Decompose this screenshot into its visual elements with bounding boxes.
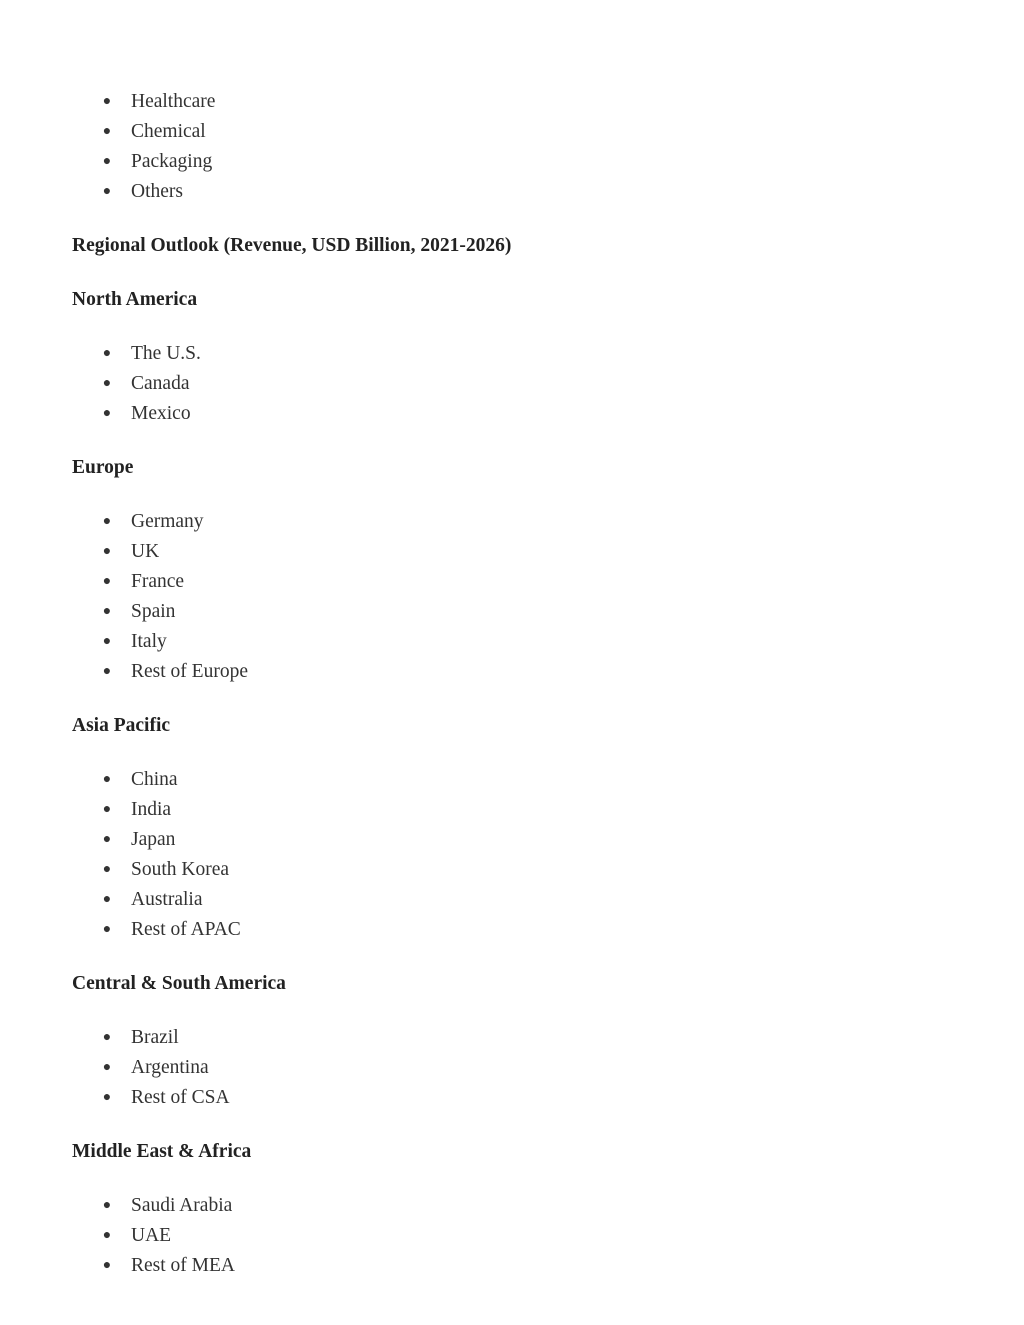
bullet-icon: ●	[102, 604, 112, 619]
list-item	[72, 147, 984, 177]
bullet-icon: ●	[102, 1030, 112, 1045]
bullet-icon: ●	[102, 664, 112, 679]
region-list-middle-east-africa	[72, 1191, 984, 1281]
list-item-label: France	[131, 571, 185, 592]
bullet-icon: ●	[102, 346, 112, 361]
list-item	[72, 1221, 984, 1251]
bullet-icon: ●	[102, 832, 112, 847]
bullet-icon: ●	[102, 1258, 112, 1273]
list-item	[72, 627, 984, 657]
list-item	[72, 765, 984, 795]
list-item-label: The U.S.	[131, 343, 201, 364]
list-item	[72, 1251, 984, 1281]
list-item-label: Chemical	[131, 121, 206, 142]
list-item-label: Mexico	[131, 403, 191, 424]
list-item-label: China	[131, 769, 178, 790]
region-list-central-south-america	[72, 1023, 984, 1113]
bullet-icon: ●	[102, 376, 112, 391]
list-item	[72, 1053, 984, 1083]
bullet-icon: ●	[102, 922, 112, 937]
list-item-label: Packaging	[131, 151, 213, 172]
list-item-label: UAE	[131, 1225, 172, 1246]
list-item	[72, 399, 984, 429]
region-heading-middle-east-africa: Middle East & Africa	[72, 1141, 252, 1162]
region-heading-europe: Europe	[72, 457, 134, 478]
bullet-icon: ●	[102, 862, 112, 877]
list-item	[72, 87, 984, 117]
bullet-icon: ●	[102, 634, 112, 649]
bullet-icon: ●	[102, 184, 112, 199]
bullet-icon: ●	[102, 1060, 112, 1075]
list-item-label: Brazil	[131, 1027, 179, 1048]
bullet-icon: ●	[102, 1228, 112, 1243]
list-item	[72, 1191, 984, 1221]
region-heading-central-south-america: Central & South America	[72, 973, 286, 994]
regional-outlook-heading: Regional Outlook (Revenue, USD Billion, 2021-2026)	[72, 235, 512, 256]
list-item-label: UK	[131, 541, 160, 562]
list-item-label: India	[131, 799, 172, 820]
list-item	[72, 1083, 984, 1113]
document-page	[72, 87, 984, 1281]
list-item-label: Others	[131, 181, 183, 202]
bullet-icon: ●	[102, 574, 112, 589]
list-item-label: Healthcare	[131, 91, 216, 112]
bullet-icon: ●	[102, 772, 112, 787]
bullet-icon: ●	[102, 544, 112, 559]
region-list-north-america	[72, 339, 984, 429]
list-item-label: Italy	[131, 631, 167, 652]
list-item-label: Argentina	[131, 1057, 209, 1078]
list-item	[72, 825, 984, 855]
list-item	[72, 177, 984, 207]
bullet-icon: ●	[102, 514, 112, 529]
application-list	[72, 87, 984, 207]
list-item	[72, 657, 984, 687]
list-item	[72, 855, 984, 885]
list-item-label: Rest of MEA	[131, 1255, 235, 1276]
bullet-icon: ●	[102, 892, 112, 907]
list-item	[72, 597, 984, 627]
list-item-label: Australia	[131, 889, 203, 910]
bullet-icon: ●	[102, 802, 112, 817]
list-item-label: Rest of APAC	[131, 919, 241, 940]
list-item	[72, 117, 984, 147]
list-item-label: Japan	[131, 829, 176, 850]
list-item	[72, 885, 984, 915]
bullet-icon: ●	[102, 94, 112, 109]
list-item-label: Canada	[131, 373, 190, 394]
bullet-icon: ●	[102, 1198, 112, 1213]
list-item-label: Germany	[131, 511, 204, 532]
list-item	[72, 507, 984, 537]
list-item-label: Rest of Europe	[131, 661, 248, 682]
bullet-icon: ●	[102, 124, 112, 139]
region-heading-north-america: North America	[72, 289, 198, 310]
region-list-asia-pacific	[72, 765, 984, 945]
list-item	[72, 369, 984, 399]
bullet-icon: ●	[102, 406, 112, 421]
region-heading-asia-pacific: Asia Pacific	[72, 715, 171, 736]
list-item-label: Spain	[131, 601, 176, 622]
bullet-icon: ●	[102, 1090, 112, 1105]
list-item-label: Saudi Arabia	[131, 1195, 233, 1216]
list-item-label: South Korea	[131, 859, 230, 880]
list-item	[72, 339, 984, 369]
region-list-europe	[72, 507, 984, 687]
list-item	[72, 915, 984, 945]
list-item	[72, 1023, 984, 1053]
bullet-icon: ●	[102, 154, 112, 169]
list-item	[72, 537, 984, 567]
list-item	[72, 567, 984, 597]
list-item-label: Rest of CSA	[131, 1087, 230, 1108]
list-item	[72, 795, 984, 825]
